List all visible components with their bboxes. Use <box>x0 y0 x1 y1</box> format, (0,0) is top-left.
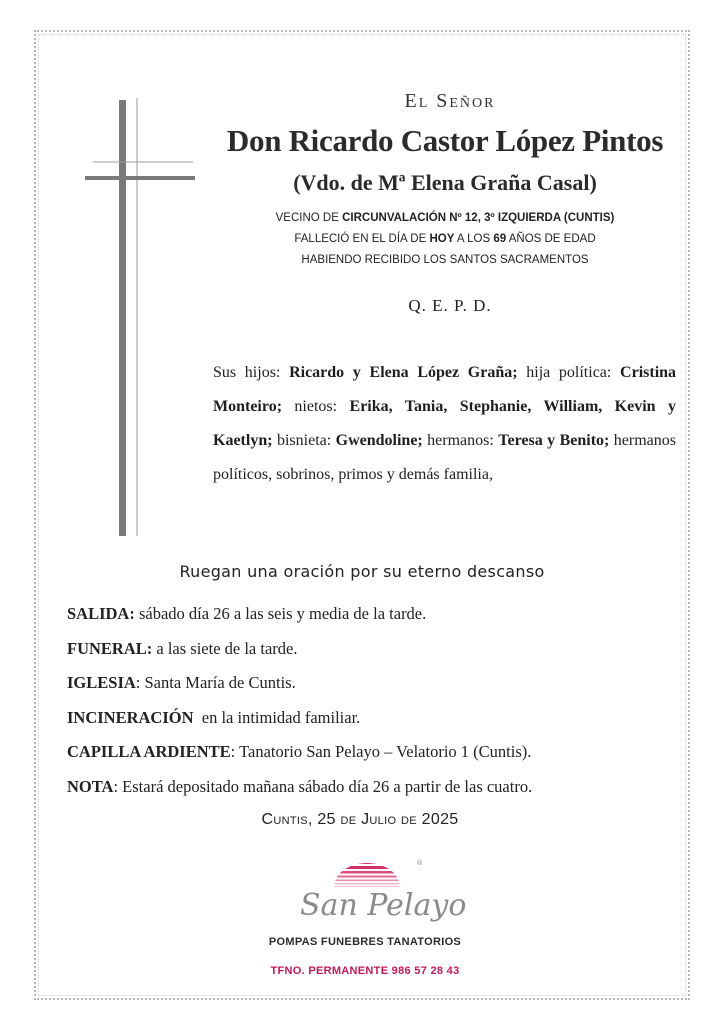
detail-text: a las siete de la tarde. <box>152 638 298 658</box>
family-text: nietos: <box>282 398 350 415</box>
family-text: Sus hijos: <box>213 364 290 381</box>
detail-text: : Tanatorio San Pelayo – Velatorio 1 (Cuntis). <box>230 742 532 762</box>
detail-capilla <box>67 735 687 770</box>
family-names: Ricardo y Elena López Graña; <box>289 364 518 381</box>
death-day: HOY <box>429 233 455 245</box>
detail-label: INCINERACIÓN <box>67 707 194 727</box>
detail-label: NOTA <box>67 776 114 796</box>
residence-text: VECINO DE <box>275 212 343 224</box>
cross-icon <box>85 98 200 538</box>
residence-line <box>215 208 675 229</box>
family-names: Teresa y Benito; <box>498 432 610 449</box>
detail-text: : Estará depositado mañana sábado día 26 a partir de las cuatro. <box>113 776 533 796</box>
detail-iglesia <box>67 666 687 701</box>
detail-nota <box>67 770 687 805</box>
death-age: 69 <box>493 233 507 245</box>
family-names: Gwendoline; <box>335 432 423 449</box>
residence-address: CIRCUNVALACIÓN Nº 12, 3º IZQUIERDA (CUNTIS) <box>342 212 615 224</box>
deceased-name: Don Ricardo Castor López Pintos <box>226 123 664 158</box>
detail-text: sábado día 26 a las seis y media de la tarde. <box>134 604 427 623</box>
detail-label: CAPILLA ARDIENTE <box>67 742 231 762</box>
death-text: AÑOS DE EDAD <box>506 233 596 245</box>
detail-text: en la intimidad familiar. <box>193 707 361 727</box>
logo-text: San Pelayo <box>300 888 467 923</box>
family-text: bisnieta: <box>272 432 336 449</box>
family-paragraph <box>213 356 676 492</box>
widow-of-line: (Vdo. de Mª Elena Graña Casal) <box>293 170 597 195</box>
death-text: FALLECIÓ EN EL DÍA DE <box>294 233 430 245</box>
detail-salida <box>67 597 687 632</box>
family-text: hermanos: <box>422 432 499 449</box>
phone-line: TFNO. PERMANENTE 986 57 28 43 <box>270 965 460 977</box>
family-names: Cristina Monteiro; <box>213 364 677 415</box>
residence-block <box>215 208 675 271</box>
detail-funeral <box>67 632 687 667</box>
sacraments-line: HABIENDO RECIBIDO LOS SANTOS SACRAMENTOS <box>301 254 589 266</box>
services-line: POMPAS FUNEBRES TANATORIOS <box>268 936 462 948</box>
detail-label: FUNERAL: <box>67 638 153 658</box>
qepd: Q. E. P. D. <box>408 296 492 315</box>
service-details <box>67 597 687 805</box>
detail-incineracion <box>67 701 687 736</box>
registered-mark: ® <box>416 859 423 867</box>
prayer-request: Ruegan una oración por su eterno descanso <box>179 562 545 581</box>
detail-label: SALIDA: <box>67 604 135 623</box>
san-pelayo-logo <box>296 855 467 925</box>
place-date: Cuntis, 25 de Julio de 2025 <box>261 811 459 828</box>
title-prefix: El Señor <box>404 90 496 112</box>
family-names: Erika, Tania, Stephanie, William, Kevin y Kaetlyn; <box>213 398 676 449</box>
death-text: A LOS <box>454 233 494 245</box>
family-text: hija política: <box>517 364 621 381</box>
family-text: hermanos políticos, sobrinos, primos y demás familia, <box>213 432 676 483</box>
detail-text: : Santa María de Cuntis. <box>135 673 296 693</box>
death-line <box>215 229 675 250</box>
detail-label: IGLESIA <box>67 673 136 693</box>
